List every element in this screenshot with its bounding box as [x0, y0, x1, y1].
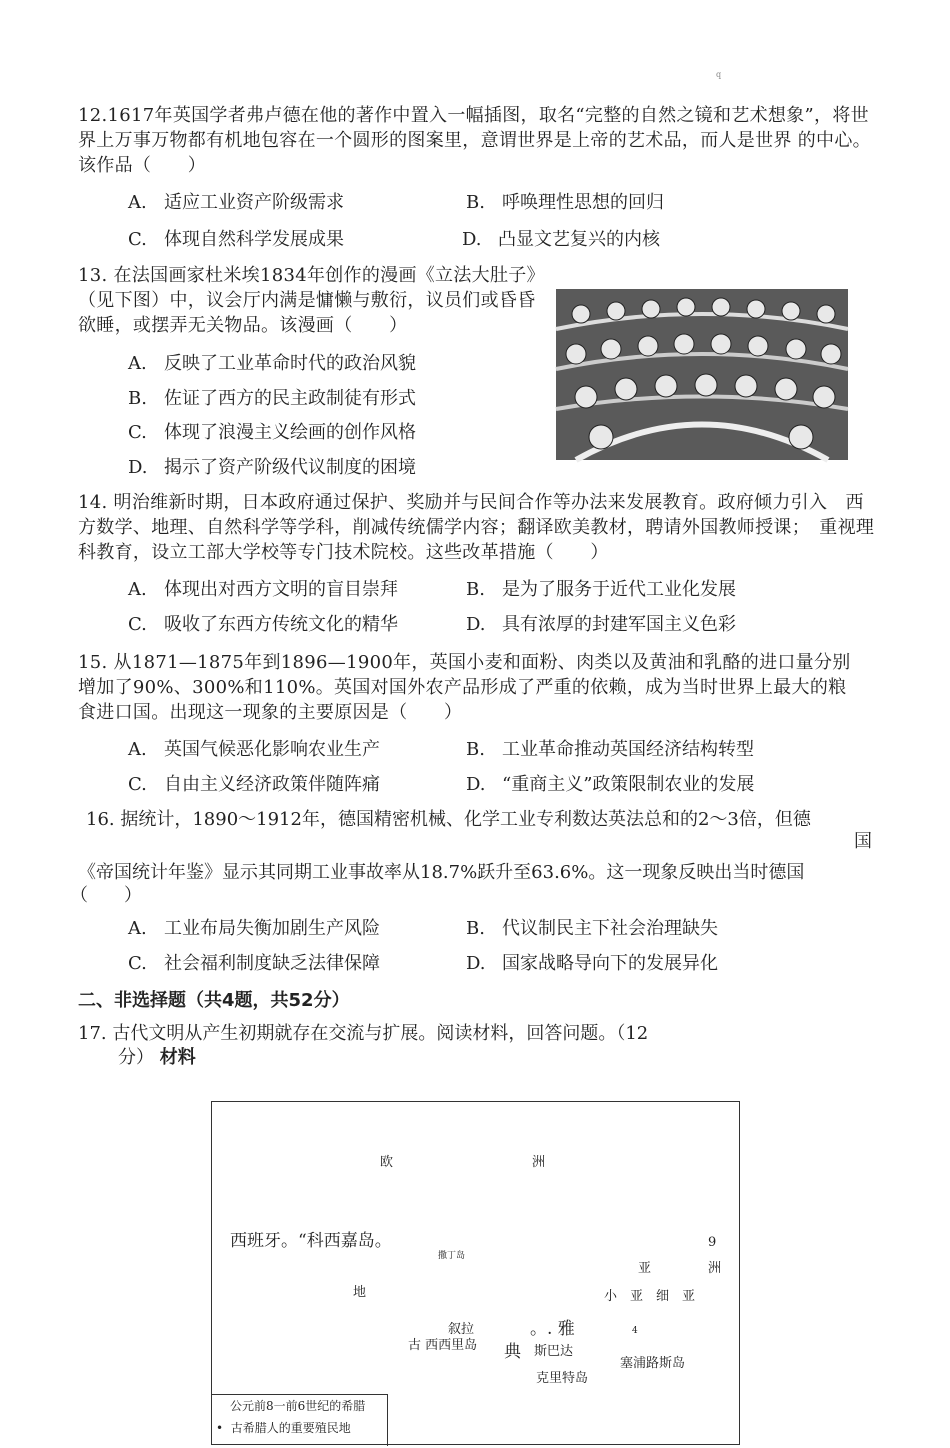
option-text: 工业革命推动英国经济结构转型 [502, 739, 754, 760]
question-16-line-3: 《帝国统计年鉴》显示其同期工业事故率从18.7%跃升至63.6%。这一现象反映出当时德国 [78, 862, 805, 883]
option-text: 国家战略导向下的发展异化 [502, 953, 718, 974]
option-text: 工业布局失衡加剧生产风险 [164, 918, 380, 939]
question-17-line-2 [118, 1045, 196, 1070]
greek-colonies-map [211, 1101, 740, 1445]
question-16-option-a[interactable] [128, 916, 380, 941]
map-label-di: 地 [353, 1285, 367, 1300]
map-label-spain-corsica: 西班牙。“科西嘉岛。 [230, 1231, 392, 1251]
option-key: D. [466, 614, 486, 635]
option-text: 吸收了东西方传统文化的精华 [164, 614, 398, 635]
question-14-option-b[interactable] [466, 577, 736, 602]
question-16-line-2: 国 [854, 831, 872, 852]
map-label-syracuse: 叙拉 [448, 1322, 475, 1337]
map-label-nine: 9 [708, 1235, 717, 1250]
option-key: C. [128, 422, 147, 443]
option-text: 体现出对西方文明的盲目崇拜 [164, 579, 398, 600]
option-text: 适应工业资产阶级需求 [164, 192, 344, 213]
question-17-line-1: 17. 古代文明从产生初期就存在交流与扩展。阅读材料，回答问题。（12 [78, 1023, 649, 1044]
option-key: B. [128, 388, 147, 409]
question-16-line-1: 16. 据统计，1890～1912年，德国精密机械、化学工业专利数达英法总和的2～3倍，但德 [86, 809, 811, 830]
option-text: 体现了浪漫主义绘画的创作风格 [164, 422, 416, 443]
map-label-crete: 克里特岛 [536, 1371, 589, 1386]
question-12-option-a[interactable] [128, 190, 344, 215]
question-13-option-d[interactable] [128, 455, 416, 480]
map-label-asia-2: 洲 [708, 1261, 722, 1276]
map-legend [212, 1394, 388, 1446]
question-13-option-a[interactable] [128, 351, 416, 376]
question-17-score: 分） [118, 1047, 154, 1068]
option-text: 反映了工业革命时代的政治风貌 [164, 353, 416, 374]
map-label-cyprus: 塞浦路斯岛 [620, 1356, 686, 1371]
question-14-stem: 14. 明治维新时期，日本政府通过保护、奖励并与民间合作等办法来发展教育。政府倾力引入 西方数学、地理、自然科学等学科，削减传统儒学内容；翻译欧美教材，聘请外国教师授课； 重视理科教育，设立工部大学校等专门技术院校。这些改革措施（ ） [78, 492, 875, 563]
cartoon-image [556, 289, 848, 460]
question-12-option-d[interactable] [462, 227, 660, 252]
map-label-europe-2: 洲 [532, 1155, 546, 1170]
option-key: B. [466, 739, 485, 760]
question-16-line-4: （ ） [70, 885, 142, 906]
map-label-garbled: 撒丁岛 [438, 1251, 466, 1261]
question-14-option-a[interactable] [128, 577, 398, 602]
option-text: 英国气候恶化影响农业生产 [164, 739, 380, 760]
legend-bullet-icon: • [216, 1421, 231, 1435]
map-label-four: 4 [632, 1326, 638, 1336]
question-13-option-b[interactable] [128, 386, 416, 411]
option-text: 社会福利制度缺乏法律保障 [164, 953, 380, 974]
option-key: A. [128, 918, 147, 939]
option-text: “重商主义”政策限制农业的发展 [502, 774, 755, 795]
option-key: C. [128, 229, 147, 250]
map-label-sicily: 古 西西里岛 [408, 1338, 478, 1353]
option-key: C. [128, 614, 147, 635]
page-mark: q [716, 70, 722, 79]
question-15-stem: 15. 从1871—1875年到1896—1900年，英国小麦和面粉、肉类以及黄油和乳酪的进口量分别 增加了90%、300%和110%。英国对国外农产品形成了严重的依赖，成为当时世界上最大的粮 食进口国。出现这一现象的主要原因是（ ） [78, 652, 869, 723]
map-label-athens-dian: 典 [504, 1342, 521, 1362]
question-17-material-label: 材料 [159, 1047, 196, 1068]
question-16-option-b[interactable] [466, 916, 718, 941]
question-15-option-b[interactable] [466, 737, 754, 762]
option-text: 佐证了西方的民主政制徒有形式 [164, 388, 416, 409]
question-14-option-d[interactable] [466, 612, 736, 637]
option-text: 凸显文艺复兴的内核 [498, 229, 660, 250]
map-legend-item [216, 1417, 387, 1439]
option-text: 体现自然科学发展成果 [164, 229, 344, 250]
cartoon-illustration [556, 289, 848, 460]
question-16-option-c[interactable] [128, 951, 380, 976]
question-13-option-c[interactable] [128, 420, 416, 445]
question-15-option-a[interactable] [128, 737, 380, 762]
question-16-option-d[interactable] [466, 951, 718, 976]
map-legend-item-text: 古希腊人的重要殖民地 [230, 1421, 351, 1435]
option-key: B. [466, 192, 485, 213]
option-text: 是为了服务于近代工业化发展 [502, 579, 736, 600]
option-text: 呼唤理性思想的回归 [502, 192, 664, 213]
question-12-option-c[interactable] [128, 227, 344, 252]
option-key: B. [466, 918, 485, 939]
map-label-asia-1: 亚 [638, 1261, 652, 1276]
option-key: A. [128, 353, 147, 374]
section-2-title: 二、非选择题（共4题，共52分） [78, 990, 350, 1011]
option-text: 代议制民主下社会治理缺失 [502, 918, 718, 939]
option-key: D. [466, 774, 486, 795]
option-key: D. [462, 229, 482, 250]
map-label-europe-1: 欧 [380, 1155, 394, 1170]
option-key: C. [128, 774, 147, 795]
question-12-stem: 12.1617年英国学者弗卢德在他的著作中置入一幅插图，取名“完整的自然之镜和艺术想象”，将世界上万事万物都有机地包容在一个圆形的图案里，意谓世界是上帝的艺术品，而人是世界 的中心。该作品（ ） [78, 105, 871, 176]
option-text: 具有浓厚的封建军国主义色彩 [502, 614, 736, 635]
map-legend-title: 公元前8一前6世纪的希腊 [230, 1399, 366, 1413]
option-key: A. [128, 579, 147, 600]
option-key: B. [466, 579, 485, 600]
question-12-option-b[interactable] [466, 190, 664, 215]
map-label-sparta: 斯巴达 [534, 1344, 574, 1359]
option-key: D. [128, 457, 148, 478]
option-key: A. [128, 739, 147, 760]
option-key: C. [128, 953, 147, 974]
option-key: D. [466, 953, 486, 974]
option-text: 揭示了资产阶级代议制度的困境 [164, 457, 416, 478]
map-label-asia-minor: 小 亚 细 亚 [604, 1289, 696, 1304]
question-14-option-c[interactable] [128, 612, 398, 637]
option-key: A. [128, 192, 147, 213]
question-15-option-c[interactable] [128, 772, 380, 797]
option-text: 自由主义经济政策伴随阵痛 [164, 774, 380, 795]
question-13-stem: 13. 在法国画家杜米埃1834年创作的漫画《立法大肚子》（见下图）中，议会厅内满是慵懒与敷衍，议员们或昏昏 欲睡，或摆弄无关物品。该漫画（ ） [78, 265, 554, 336]
map-label-athens-ya: 。. 雅 [530, 1319, 575, 1339]
question-15-option-d[interactable] [466, 772, 754, 797]
